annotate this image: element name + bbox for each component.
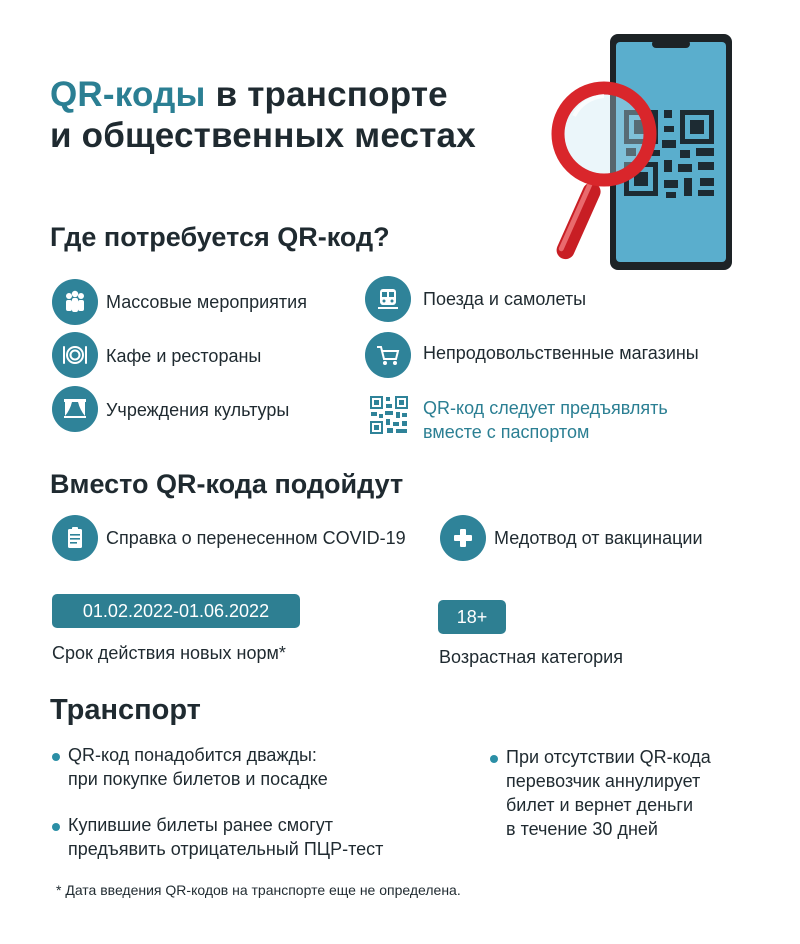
certificate-icon [52,515,98,561]
bullet-line: перевозчик аннулирует [506,771,701,791]
passport-note [423,396,668,444]
transport-heading: Транспорт [50,694,201,726]
period-caption: Срок действия новых норм* [52,643,286,663]
instead-item-medical: Медотвод от вакцинации [494,528,703,548]
where-item-culture: Учреждения культуры [106,400,290,420]
instead-item-certificate: Справка о перенесенном COVID-19 [106,528,406,548]
list-item [52,813,452,861]
list-item [52,743,452,791]
where-item-events: Массовые мероприятия [106,292,307,312]
page-title [50,74,476,156]
cart-icon [365,332,411,378]
bullet-line: в течение 30 дней [506,819,658,839]
where-item-cafes: Кафе и рестораны [106,346,262,366]
where-item-trains: Поезда и самолеты [423,289,587,309]
transport-left-list [52,743,452,883]
footnote: * Дата введения QR-кодов на транспорте еще не определена. [56,882,461,898]
theater-icon [52,386,98,432]
train-icon [365,276,411,322]
bullet-line: При отсутствии QR-кода [506,747,711,767]
plate-icon [52,332,98,378]
bullet-line: билет и вернет деньги [506,795,694,815]
title-line-2: и общественных местах [50,116,476,155]
phone-qr-illustration [548,30,740,274]
age-badge: 18+ [438,600,506,634]
bullet-line: Купившие билеты ранее смогут [68,815,333,835]
crowd-icon [52,279,98,325]
bullet-line: предъявить отрицательный ПЦР-тест [68,839,384,859]
period-badge: 01.02.2022-01.06.2022 [52,594,300,628]
title-accent: QR-коды [50,75,206,114]
medical-cross-icon [440,515,486,561]
passport-note-line-1: QR-код следует предъявлять [423,398,668,418]
passport-note-line-2: вместе с паспортом [423,422,590,442]
instead-heading: Вместо QR-кода подойдут [50,469,404,499]
age-caption: Возрастная категория [439,647,623,667]
list-item [490,745,770,841]
bullet-line: QR-код понадобится дважды: [68,745,317,765]
where-heading: Где потребуется QR-код? [50,222,390,252]
bullet-line: при покупке билетов и посадке [68,769,328,789]
title-rest: в транспорте [205,75,448,114]
qr-small-icon [369,395,409,435]
where-item-shops: Непродовольственные магазины [423,343,699,363]
transport-right-list [490,745,770,863]
